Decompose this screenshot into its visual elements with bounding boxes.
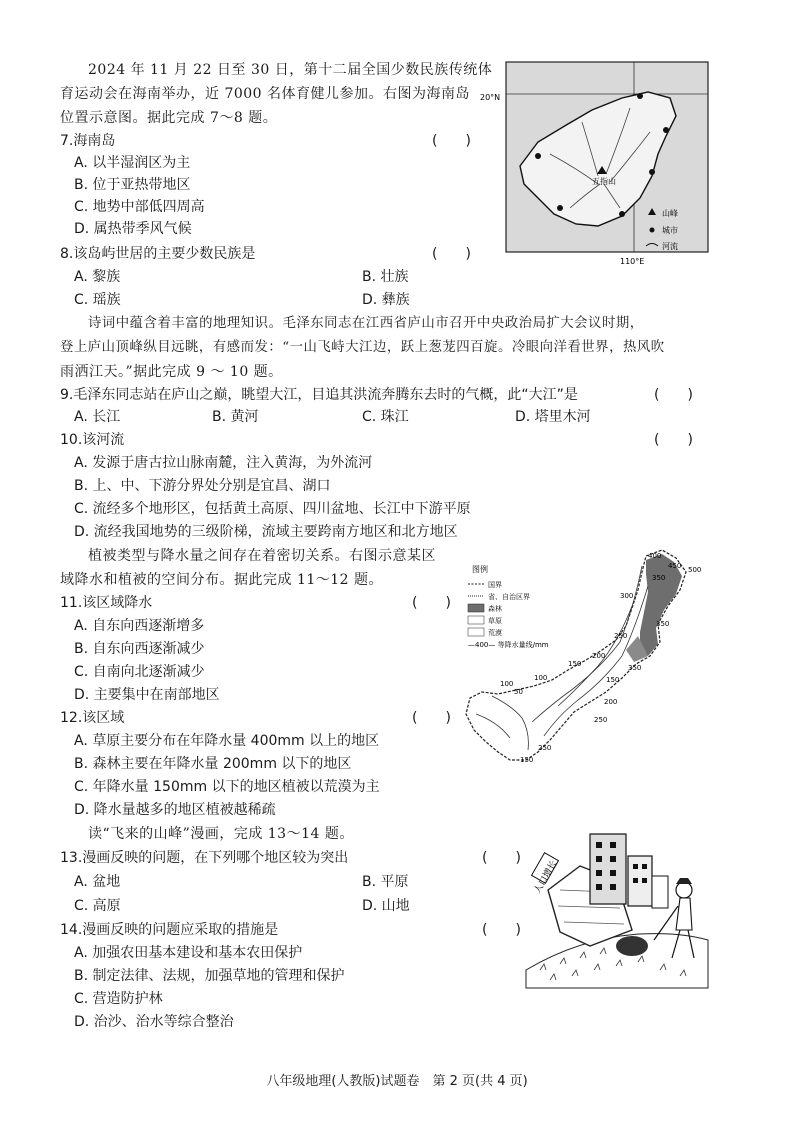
q13-answer-paren[interactable]: ( ) bbox=[482, 850, 521, 866]
q11-option-c: C. 自南向北逐渐减少 bbox=[74, 664, 205, 680]
iso-label-350-c: 350 bbox=[656, 620, 670, 628]
q8-option-c: C. 瑶族 bbox=[74, 292, 121, 308]
iso-label-100: 100 bbox=[534, 674, 548, 682]
q9-option-a: A. 长江 bbox=[74, 409, 121, 425]
q11-option-d: D. 主要集中在南部地区 bbox=[74, 687, 220, 703]
q12-stem: 12.该区域 bbox=[60, 710, 125, 726]
intro2-line3: 雨洒江天。”据此完成 9 ～ 10 题。 bbox=[60, 364, 283, 380]
q10-stem: 10.该河流 bbox=[60, 432, 125, 448]
q10-option-c: C. 流经多个地形区，包括黄土高原、四川盆地、长江中下游平原 bbox=[74, 501, 471, 517]
intro2-line1: 诗词中蕴含着丰富的地理知识。毛泽东同志在江西省庐山市召开中央政治局扩大会议时期， bbox=[88, 316, 644, 331]
legend-desert: 荒漠 bbox=[488, 629, 502, 637]
iso-label-100-b: 100 bbox=[500, 680, 514, 688]
q7-answer-paren[interactable]: ( ) bbox=[432, 133, 471, 149]
iso-label-250-c: 250 bbox=[538, 744, 552, 752]
q8-stem: 8.该岛屿世居的主要少数民族是 bbox=[60, 246, 256, 262]
q14-option-a: A. 加强农田基本建设和基本农田保护 bbox=[74, 945, 303, 961]
intro4-line1: 读“飞来的山峰”漫画，完成 13～14 题。 bbox=[88, 826, 354, 842]
q8-option-a: A. 黎族 bbox=[74, 269, 121, 285]
map1-mountain: 五指山 bbox=[592, 177, 616, 186]
iso-label-150-c: 150 bbox=[520, 756, 534, 764]
intro1-line3: 位置示意图。据此完成 7～8 题。 bbox=[60, 110, 278, 126]
q14-option-b: B. 制定法律、法规，加强草地的管理和保护 bbox=[74, 968, 345, 984]
q11-option-a: A. 自东向西逐渐增多 bbox=[74, 618, 205, 634]
iso-label-400: 400 bbox=[648, 552, 662, 560]
legend-forest: 森林 bbox=[488, 605, 502, 613]
intro3-line1: 植被类型与降水量之间存在着密切关系。右图示意某区 bbox=[88, 548, 436, 564]
legend-isohyet: —400— 等降水量线/mm bbox=[468, 641, 549, 649]
q12-option-c: C. 年降水量 150mm 以下的地区植被以荒漠为主 bbox=[74, 779, 380, 795]
q7-option-a: A. 以半湿润区为主 bbox=[74, 155, 191, 171]
q14-answer-paren[interactable]: ( ) bbox=[482, 922, 521, 938]
q7-option-b: B. 位于亚热带地区 bbox=[74, 177, 191, 193]
q7-stem: 7.海南岛 bbox=[60, 133, 116, 149]
iso-label-250: 250 bbox=[614, 632, 628, 640]
iso-label-50: 50 bbox=[514, 688, 523, 696]
iso-label-200: 200 bbox=[592, 652, 606, 660]
q13-option-d: D. 山地 bbox=[362, 898, 410, 914]
q13-option-c: C. 高原 bbox=[74, 898, 121, 914]
q8-option-b: B. 壮族 bbox=[362, 269, 409, 285]
iso-label-350: 350 bbox=[652, 574, 666, 582]
flying-mountain-cartoon bbox=[520, 820, 712, 990]
q11-answer-paren[interactable]: ( ) bbox=[412, 595, 451, 611]
precipitation-vegetation-map bbox=[462, 546, 716, 770]
intro2-line2: 登上庐山顶峰纵目远眺，有感而发：“一山飞峙大江边，跃上葱茏四百旋。冷眼向洋看世界，热风吹 bbox=[60, 340, 665, 355]
map1-legend-city: 城市 bbox=[662, 226, 678, 235]
q12-option-a: A. 草原主要分布在年降水量 400mm 以上的地区 bbox=[74, 733, 380, 749]
q7-option-c: C. 地势中部低四周高 bbox=[74, 199, 205, 215]
iso-label-450: 450 bbox=[668, 562, 682, 570]
intro1-line2: 育运动会在海南举办，近 7000 名体育健儿参加。右图为海南岛 bbox=[60, 86, 471, 102]
q9-answer-paren[interactable]: ( ) bbox=[654, 387, 693, 403]
map1-lon: 110°E bbox=[620, 257, 645, 266]
q8-answer-paren[interactable]: ( ) bbox=[432, 246, 471, 262]
q9-option-d: D. 塔里木河 bbox=[515, 409, 591, 425]
q13-stem: 13.漫画反映的问题，在下列哪个地区较为突出 bbox=[60, 850, 349, 866]
iso-label-150-b: 150 bbox=[606, 676, 620, 684]
q12-option-b: B. 森林主要在年降水量 200mm 以下的地区 bbox=[74, 756, 352, 772]
q10-option-a: A. 发源于唐古拉山脉南麓，注入黄海，为外流河 bbox=[74, 455, 373, 471]
intro3-line2: 域降水和植被的空间分布。据此完成 11～12 题。 bbox=[60, 572, 384, 588]
iso-label-350-b: 350 bbox=[628, 664, 642, 672]
hainan-map bbox=[480, 58, 712, 268]
q10-answer-paren[interactable]: ( ) bbox=[654, 432, 693, 448]
map1-legend-river: 河流 bbox=[662, 242, 678, 251]
q12-option-d: D. 降水量越多的地区植被越稀疏 bbox=[74, 802, 276, 818]
iso-label-200-b: 200 bbox=[604, 698, 618, 706]
q12-answer-paren[interactable]: ( ) bbox=[412, 710, 451, 726]
q13-option-a: A. 盆地 bbox=[74, 874, 121, 890]
q14-option-d: D. 治沙、治水等综合整治 bbox=[74, 1014, 234, 1030]
q11-stem: 11.该区域降水 bbox=[60, 595, 153, 611]
legend-province: 省、自治区界 bbox=[488, 593, 530, 601]
q14-stem: 14.漫画反映的问题应采取的措施是 bbox=[60, 922, 279, 938]
q9-option-b: B. 黄河 bbox=[212, 409, 259, 425]
iso-label-250-b: 250 bbox=[594, 716, 608, 724]
iso-label-500: 500 bbox=[688, 566, 702, 574]
legend-grass: 草原 bbox=[488, 617, 502, 625]
page-footer: 八年级地理(人教版)试题卷 第 2 页(共 4 页) bbox=[266, 1074, 528, 1089]
q11-option-b: B. 自东向西逐渐减少 bbox=[74, 641, 205, 657]
map1-lat: 20°N bbox=[480, 93, 501, 102]
q14-option-c: C. 营造防护林 bbox=[74, 991, 163, 1007]
q10-option-b: B. 上、中、下游分界处分别是宜昌、湖口 bbox=[74, 478, 331, 494]
q7-option-d: D. 属热带季风气候 bbox=[74, 221, 192, 237]
q13-option-b: B. 平原 bbox=[362, 874, 409, 890]
q10-option-d: D. 流经我国地势的三级阶梯，流域主要跨南方地区和北方地区 bbox=[74, 524, 458, 540]
legend-title: 图例 bbox=[472, 565, 488, 574]
intro1-line1: 2024 年 11 月 22 日至 30 日，第十二届全国少数民族传统体 bbox=[88, 62, 493, 78]
cartoon-sign: 人口增长 bbox=[532, 859, 560, 896]
q8-option-d: D. 彝族 bbox=[362, 292, 410, 308]
iso-label-300: 300 bbox=[620, 592, 634, 600]
map1-legend-peak: 山峰 bbox=[662, 209, 678, 218]
iso-label-150: 150 bbox=[568, 660, 582, 668]
q9-option-c: C. 珠江 bbox=[362, 409, 409, 425]
legend-border: 国界 bbox=[488, 581, 502, 589]
q9-stem: 9.毛泽东同志站在庐山之巅，眺望大江，目追其洪流奔腾东去时的气概，此“大江”是 bbox=[60, 387, 578, 403]
